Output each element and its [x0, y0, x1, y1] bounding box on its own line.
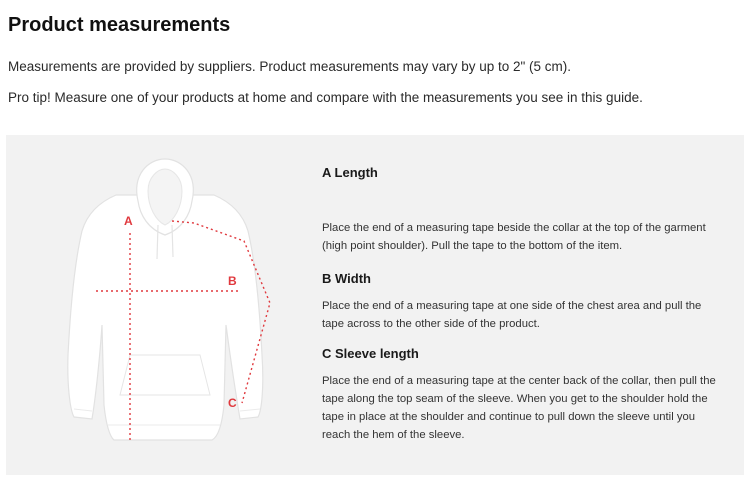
hoodie-illustration-icon: [62, 155, 302, 455]
section-length-title: A Length: [322, 165, 378, 180]
section-sleeve-title: C Sleeve length: [322, 346, 419, 361]
section-width-title: B Width: [322, 271, 371, 286]
measurement-guide-panel: [6, 135, 744, 475]
section-sleeve-text: Place the end of a measuring tape at the center back of the collar, then pull the tape along the top seam of the sleeve. When you get to the shoulder hold the tape in place at the shoulder and continue to pull down the sleeve until you reach the hem of the sleeve.: [322, 375, 716, 441]
label-a: A: [124, 214, 133, 228]
section-length-text: Place the end of a measuring tape beside the collar at the top of the garment (high point shoulder). Pull the tape to the bottom of the item.: [322, 222, 706, 252]
label-b: B: [228, 274, 237, 288]
section-width-text: Place the end of a measuring tape at one side of the chest area and pull the tape across to the other side of the product.: [322, 300, 702, 330]
label-c: C: [228, 396, 237, 410]
intro-disclaimer: Measurements are provided by suppliers. Product measurements may vary by up to 2" (5 cm).: [8, 59, 572, 74]
intro-pro-tip: Pro tip! Measure one of your products at home and compare with the measurements you see in this guide.: [8, 90, 643, 105]
page-title: Product measurements: [8, 14, 231, 36]
